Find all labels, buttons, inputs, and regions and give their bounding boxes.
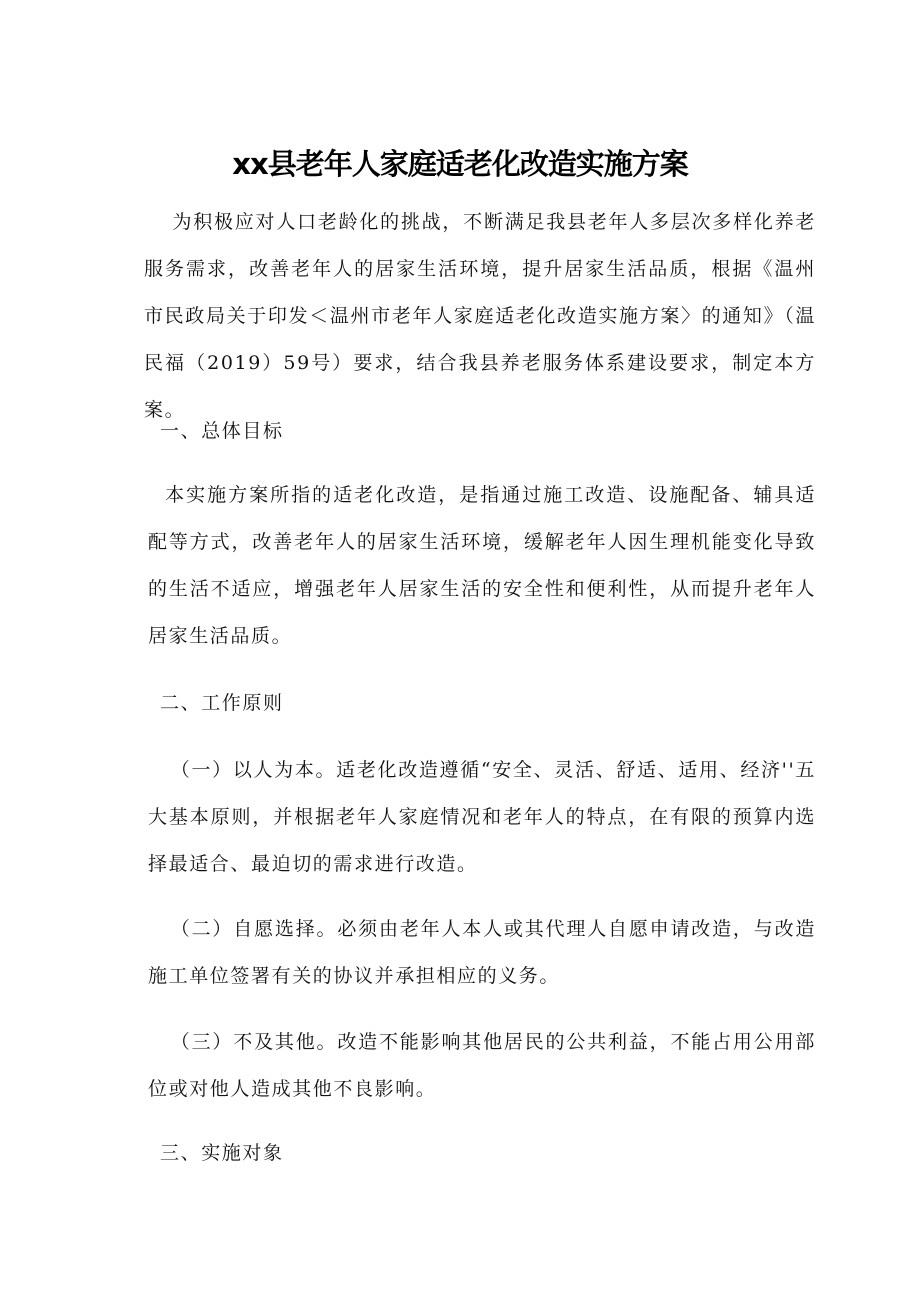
section-2-item-2 xyxy=(148,906,816,1000)
section-2-item-3 xyxy=(148,1019,816,1113)
section-1-text: 本实施方案所指的适老化改造，是指通过施工改造、设施配备、辅具适配等方式，改善老年人的居家生活环境，缓解老年人因生理机能变化导致的生活不适应，增强老年人居家生活的安全性和便利性，从而提升老年人居家生活品质。 xyxy=(148,484,816,647)
section-2-item-2-text: （二）自愿选择。必须由老年人本人或其代理人自愿申请改造，与改造施工单位签署有关的协议并承担相应的义务。 xyxy=(148,918,816,987)
section-2-heading: 二、工作原则 xyxy=(160,692,284,714)
section-2-item-3-text: （三）不及其他。改造不能影响其他居民的公共利益，不能占用公用部位或对他人造成其他不良影响。 xyxy=(148,1031,816,1100)
intro-paragraph xyxy=(144,199,816,434)
section-1-body xyxy=(148,472,816,660)
section-2-item-1 xyxy=(148,747,816,888)
section-1-heading: 一、总体目标 xyxy=(160,420,284,442)
document-title: xx县老年人家庭适老化改造实施方案 xyxy=(232,147,688,181)
intro-text: 为积极应对人口老龄化的挑战，不断满足我县老年人多层次多样化养老服务需求，改善老年人的居家生活环境，提升居家生活品质，根据《温州市民政局关于印发＜温州市老年人家庭适老化改造实施方案〉的通知》（温民福（2019）59号）要求，结合我县养老服务体系建设要求，制定本方案。 xyxy=(144,211,816,421)
section-2-item-1-text: （一）以人为本。适老化改造遵循“安全、灵活、舒适、适用、经济''五大基本原则，并根据老年人家庭情况和老年人的特点，在有限的预算内选择最适合、最迫切的需求进行改造。 xyxy=(148,759,816,875)
section-3-heading: 三、实施对象 xyxy=(160,1142,284,1164)
